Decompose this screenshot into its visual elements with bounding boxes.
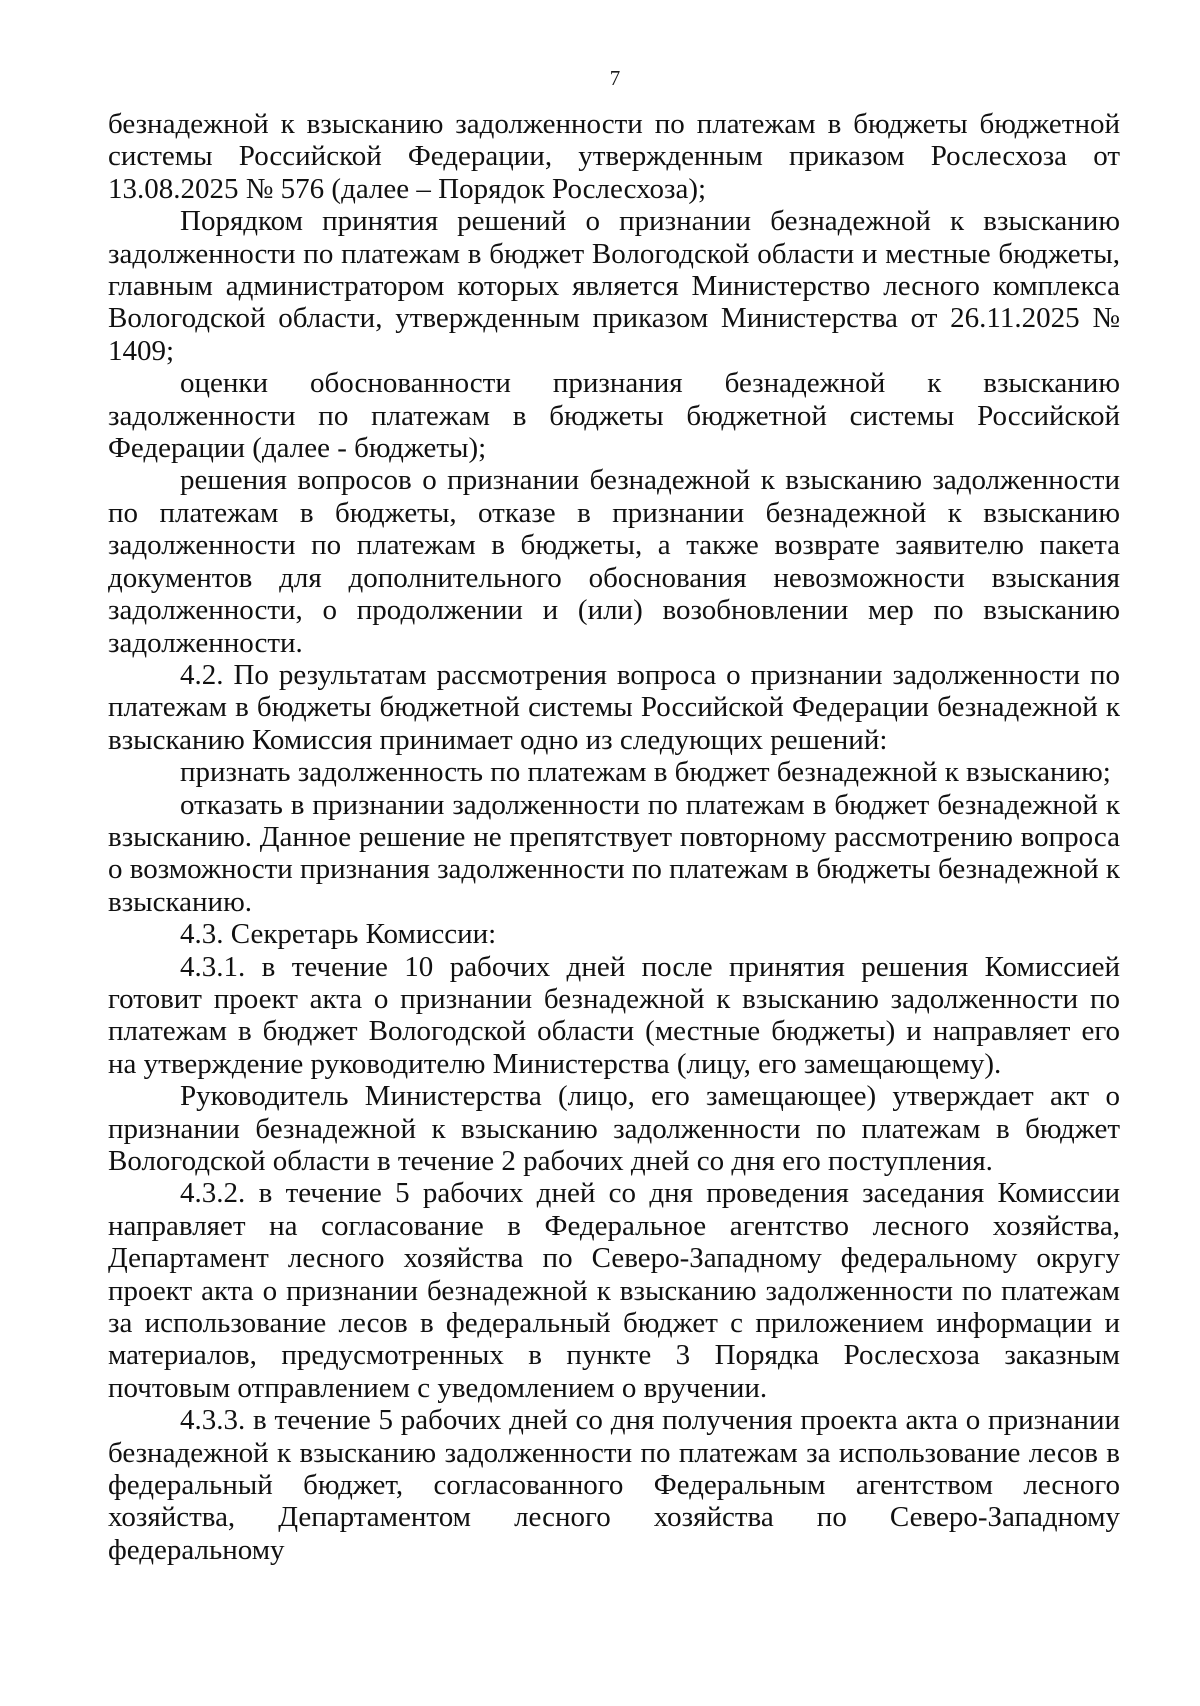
page-number: 7 bbox=[609, 66, 621, 90]
paragraph-head-approval: Руководитель Министерства (лицо, его замещающее) утверждает акт о признании безнадежной к взысканию задолженности по платежам в бюджет Вологодской области в течение 2 рабочих дней со дня его поступления. bbox=[108, 1080, 1120, 1177]
paragraph-assessment: оценки обоснованности признания безнадежной к взысканию задолженности по платежам в бюджеты бюджетной системы Российской Федерации (далее - бюджеты); bbox=[108, 367, 1120, 465]
paragraph-4-3-2: 4.3.2. в течение 5 рабочих дней со дня проведения заседания Комиссии направляет на согласование в Федеральное агентство лесного хозяйства, Департамент лесного хозяйства по Северо-Западному федеральному округу проект акта о признании безнадежной к взысканию задолженности по платежам за использование лесов в федеральный бюджет с приложением информации и материалов, предусмотренных в пункте 3 Порядка Рослесхоза заказным почтовым отправлением с уведомлением о вручении. bbox=[108, 1177, 1120, 1404]
paragraph-continuation: безнадежной к взысканию задолженности по платежам в бюджеты бюджетной системы Российской Федерации, утвержденным приказом Рослесхоза от 13.08.2025 № 576 (далее – Порядок Рослесхоза); bbox=[108, 108, 1120, 205]
paragraph-4-2: 4.2. По результатам рассмотрения вопроса о признании задолженности по платежам в бюджеты бюджетной системы Российской Федерации безнадежной к взысканию Комиссия принимает одно из следующих решений: bbox=[108, 658, 1120, 756]
paragraph-4-3-3: 4.3.3. в течение 5 рабочих дней со дня получения проекта акта о признании безнадежной к взысканию задолженности по платежам за использование лесов в федеральный бюджет, согласованного Федеральным агентством лесного хозяйства, Департаментом лесного хозяйства по Северо-Западному федеральному bbox=[108, 1404, 1120, 1566]
paragraph-order-reference: Порядком принятия решений о признании безнадежной к взысканию задолженности по платежам в бюджет Вологодской области и местные бюджеты, главным администратором которых является Министерство лесного комплекса Вологодской области, утвержденным приказом Министерства от 26.11.2025 № 1409; bbox=[108, 205, 1120, 367]
paragraph-4-3: 4.3. Секретарь Комиссии: bbox=[180, 918, 497, 951]
paragraph-4-3-1: 4.3.1. в течение 10 рабочих дней после принятия решения Комиссией готовит проект акта о признании безнадежной к взысканию задолженности по платежам в бюджет Вологодской области (местные бюджеты) и направляет его на утверждение руководителю Министерства (лицу, его замещающему). bbox=[108, 950, 1120, 1080]
paragraph-decisions: решения вопросов о признании безнадежной к взысканию задолженности по платежам в бюджеты, отказе в признании безнадежной к взысканию задолженности по платежам в бюджеты, а также возврате заявителю пакета документов для дополнительного обоснования невозможности взыскания задолженности, о продолжении и (или) возобновлении мер по взысканию задолженности. bbox=[108, 464, 1120, 659]
paragraph-recognize-option: признать задолженность по платежам в бюджет безнадежной к взысканию; bbox=[180, 756, 1111, 789]
document-body bbox=[108, 108, 1120, 1566]
paragraph-refuse-option: отказать в признании задолженности по платежам в бюджет безнадежной к взысканию. Данное решение не препятствует повторному рассмотрению вопроса о возможности признания задолженности по платежам в бюджеты безнадежной к взысканию. bbox=[108, 788, 1120, 918]
